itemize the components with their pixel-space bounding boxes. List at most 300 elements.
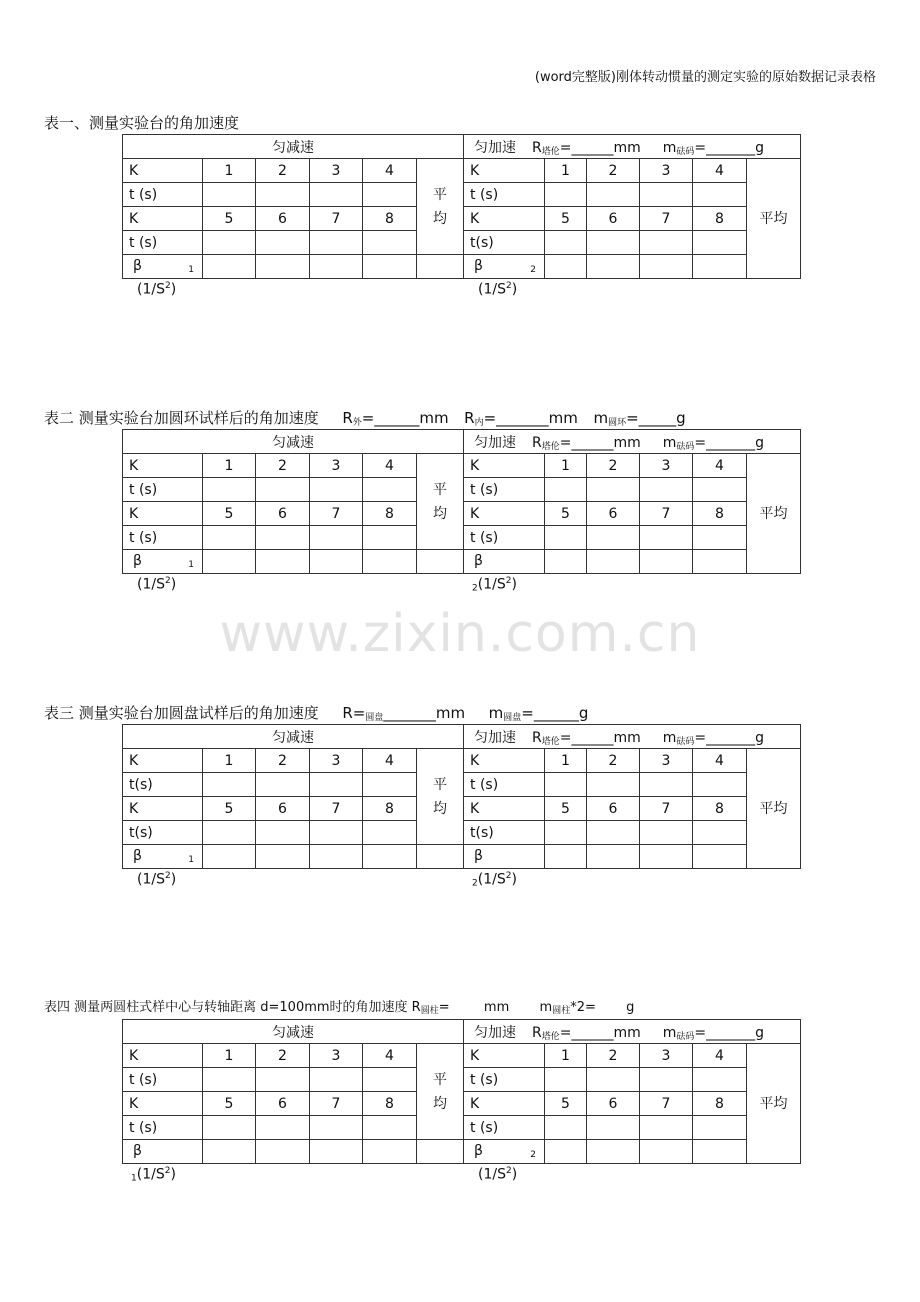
- avg-char-1: 平: [433, 481, 447, 498]
- m-weight-value: =_______g: [694, 434, 765, 451]
- m-ring-label: m: [593, 409, 609, 427]
- m-weight-value: =_______g: [694, 729, 765, 746]
- beta1-value-cell: [363, 550, 417, 574]
- beta1-value-cell: [203, 1140, 256, 1164]
- beta1-label-cell: [123, 255, 203, 298]
- beta2-value-cell: [545, 255, 587, 279]
- beta-symbol: β: [133, 553, 142, 569]
- beta2-value-cell: [587, 550, 640, 574]
- r-tower-value: =______mm: [559, 139, 641, 156]
- table3-section: [44, 702, 864, 889]
- k-number: 1: [545, 749, 587, 773]
- avg-char-2: 均: [433, 1095, 447, 1112]
- m-ring-value: =_____g: [626, 409, 686, 427]
- k-label: K: [464, 454, 545, 478]
- k-label: K: [123, 1044, 203, 1068]
- k-number: 6: [587, 1092, 640, 1116]
- table2-container: [44, 429, 864, 594]
- beta-exp: 2: [505, 576, 512, 586]
- beta2-value-cell: [587, 845, 640, 869]
- time-value-cell: [203, 821, 256, 845]
- time-value-cell: [587, 231, 640, 255]
- time-value-cell: [545, 478, 587, 502]
- k-number: 6: [256, 502, 310, 526]
- m-weight-sub: 砝码: [676, 441, 695, 452]
- avg-label: 平均: [759, 505, 788, 522]
- k-number: 6: [256, 1092, 310, 1116]
- beta1-value-cell: [417, 550, 464, 574]
- beta2-value-cell: [545, 1140, 587, 1164]
- table1-container: [44, 134, 864, 298]
- beta1-value-cell: [256, 845, 310, 869]
- k-label: K: [123, 454, 203, 478]
- k-number: 2: [256, 454, 310, 478]
- beta-exp: 2: [505, 871, 512, 881]
- k-label: K: [464, 502, 545, 526]
- beta-unit: (1/S: [477, 576, 506, 593]
- table1-section: [44, 112, 864, 298]
- beta-unit: (1/S: [478, 1166, 506, 1183]
- time-value-cell: [256, 821, 310, 845]
- time-value-cell: [545, 773, 587, 797]
- table4-title: 表四 测量两圆柱式样中心与转轴距离 d=100mm时的角加速度 R: [44, 1000, 421, 1015]
- t-label: t (s): [123, 231, 203, 255]
- beta1-value-cell: [256, 1140, 310, 1164]
- r-tower-value: =______mm: [559, 1024, 641, 1041]
- time-value-cell: [310, 478, 363, 502]
- m-disk-label: m: [488, 704, 504, 722]
- time-value-cell: [256, 231, 310, 255]
- time-value-cell: [693, 478, 747, 502]
- decel-header: 匀减速: [123, 1020, 464, 1044]
- k-number: 4: [693, 749, 747, 773]
- time-value-cell: [545, 526, 587, 550]
- time-value-cell: [256, 1068, 310, 1092]
- decel-header: 匀减速: [123, 430, 464, 454]
- time-value-cell: [640, 478, 693, 502]
- table4-caption: [44, 997, 864, 1019]
- accel-average-cell: [747, 454, 801, 574]
- decel-average-cell: [417, 749, 464, 845]
- k-number: 3: [310, 1044, 363, 1068]
- r-disk-sub: 圆盘: [365, 713, 384, 723]
- k-number: 6: [256, 207, 310, 231]
- beta1-value-cell: [310, 1140, 363, 1164]
- time-value-cell: [256, 183, 310, 207]
- beta-unit: (1/S: [136, 1166, 165, 1183]
- k-number: 7: [640, 207, 693, 231]
- avg-char-2: 均: [433, 505, 447, 522]
- k-number: 7: [640, 797, 693, 821]
- m-weight-value: =_______g: [694, 1024, 765, 1041]
- data-table-2: [122, 429, 801, 594]
- beta1-label-cell: [123, 845, 203, 888]
- beta2-value-cell: [587, 255, 640, 279]
- beta2-value-cell: [640, 845, 693, 869]
- beta-symbol: β: [474, 258, 483, 274]
- k-number: 2: [256, 1044, 310, 1068]
- time-value-cell: [587, 1068, 640, 1092]
- decel-header: 匀减速: [123, 135, 464, 159]
- k-label: K: [123, 1092, 203, 1116]
- r-inner-label: R: [464, 409, 475, 427]
- k-number: 4: [363, 454, 417, 478]
- accel-header: [464, 725, 801, 749]
- time-value-cell: [203, 526, 256, 550]
- beta-unit-line: [478, 1166, 517, 1183]
- avg-char-2: 均: [433, 210, 447, 227]
- k-number: 5: [545, 502, 587, 526]
- beta2-value-cell: [693, 845, 747, 869]
- beta2-label-cell: [464, 1140, 545, 1183]
- r-tower-sub: 塔伦: [541, 736, 560, 747]
- beta-subscript: 2: [472, 583, 478, 594]
- k-number: 4: [693, 159, 747, 183]
- k-number: 5: [545, 207, 587, 231]
- table1-caption: 表一、测量实验台的角加速度: [44, 114, 240, 132]
- beta-unit: (1/S: [137, 281, 165, 298]
- t-label: t (s): [464, 183, 545, 207]
- beta-subscript: 2: [530, 265, 536, 275]
- beta-symbol: β: [474, 1143, 483, 1159]
- beta1-value-cell: [417, 1140, 464, 1164]
- time-value-cell: [256, 1116, 310, 1140]
- t-label: t(s): [123, 821, 203, 845]
- beta1-label-cell: [123, 1140, 203, 1184]
- beta-exp: 2: [164, 1166, 171, 1176]
- k-number: 6: [587, 207, 640, 231]
- time-value-cell: [640, 231, 693, 255]
- time-value-cell: [587, 821, 640, 845]
- beta-unit-line: [137, 871, 176, 888]
- time-value-cell: [693, 231, 747, 255]
- k-number: 7: [310, 797, 363, 821]
- k-number: 7: [310, 207, 363, 231]
- table2-caption: [44, 407, 864, 429]
- decel-average-cell: [417, 1044, 464, 1140]
- data-table-3: [122, 724, 801, 889]
- beta1-value-cell: [203, 255, 256, 279]
- table3-container: [44, 724, 864, 889]
- table4-section: [44, 997, 864, 1184]
- k-number: 7: [310, 1092, 363, 1116]
- r-cyl-eq: =: [438, 1000, 450, 1015]
- k-number: 1: [203, 159, 256, 183]
- k-label: K: [464, 749, 545, 773]
- beta-subscript: 1: [188, 265, 194, 275]
- k-number: 8: [693, 797, 747, 821]
- beta-symbol: β: [133, 1143, 142, 1159]
- time-value-cell: [363, 478, 417, 502]
- time-value-cell: [587, 183, 640, 207]
- time-value-cell: [640, 526, 693, 550]
- time-value-cell: [363, 231, 417, 255]
- k-number: 8: [363, 207, 417, 231]
- beta1-value-cell: [203, 845, 256, 869]
- beta-close: ): [511, 281, 518, 298]
- r-cyl-sub: 圆柱: [420, 1006, 439, 1016]
- accel-average-cell: [747, 1044, 801, 1164]
- r-cyl-unit: mm: [483, 1000, 510, 1015]
- k-number: 3: [640, 1044, 693, 1068]
- m-disk-value: =______g: [521, 704, 589, 722]
- m-weight-label: m: [662, 434, 677, 451]
- beta-exp: 2: [164, 871, 171, 881]
- beta2-label-cell: [464, 845, 545, 889]
- r-disk-label: R=: [342, 704, 366, 722]
- beta2-value-cell: [587, 1140, 640, 1164]
- beta-unit-line: [472, 871, 517, 889]
- time-value-cell: [363, 1116, 417, 1140]
- avg-label: 平均: [759, 1095, 788, 1112]
- r-tower-value: =______mm: [559, 434, 641, 451]
- beta-symbol: β: [474, 553, 483, 569]
- k-number: 8: [363, 797, 417, 821]
- r-outer-label: R: [342, 409, 353, 427]
- k-number: 8: [693, 502, 747, 526]
- k-number: 3: [640, 159, 693, 183]
- k-label: K: [123, 502, 203, 526]
- t-label: t (s): [123, 478, 203, 502]
- beta1-value-cell: [417, 845, 464, 869]
- beta-exp: 2: [164, 576, 171, 586]
- beta1-value-cell: [256, 255, 310, 279]
- k-number: 4: [363, 1044, 417, 1068]
- time-value-cell: [693, 526, 747, 550]
- beta2-label-cell: [464, 550, 545, 594]
- k-number: 7: [310, 502, 363, 526]
- k-label: K: [464, 1092, 545, 1116]
- k-label: K: [464, 207, 545, 231]
- k-number: 2: [587, 454, 640, 478]
- k-number: 7: [640, 502, 693, 526]
- m-cyl-label: m: [539, 1000, 553, 1015]
- k-number: 2: [256, 159, 310, 183]
- decel-average-cell: [417, 454, 464, 550]
- table3-caption: [44, 702, 864, 724]
- beta-close: ): [170, 1166, 176, 1183]
- table2-section: [44, 407, 864, 594]
- beta-close: ): [170, 281, 177, 298]
- k-number: 6: [587, 502, 640, 526]
- k-number: 1: [203, 749, 256, 773]
- beta2-value-cell: [545, 550, 587, 574]
- time-value-cell: [310, 1068, 363, 1092]
- m-weight-sub: 砝码: [676, 146, 695, 157]
- beta-close: ): [511, 871, 517, 888]
- beta-close: ): [511, 576, 517, 593]
- time-value-cell: [693, 183, 747, 207]
- beta-exp: 2: [164, 281, 171, 291]
- beta1-value-cell: [417, 255, 464, 279]
- time-value-cell: [545, 1068, 587, 1092]
- avg-char-2: 均: [433, 800, 447, 817]
- time-value-cell: [693, 773, 747, 797]
- beta-unit-line: [137, 281, 176, 298]
- time-value-cell: [545, 231, 587, 255]
- k-number: 3: [640, 749, 693, 773]
- beta-subscript: 1: [188, 855, 194, 865]
- beta-unit-line: [478, 281, 517, 298]
- beta1-value-cell: [203, 550, 256, 574]
- k-label: K: [123, 159, 203, 183]
- accel-label: 匀加速: [474, 1024, 516, 1041]
- time-value-cell: [310, 1116, 363, 1140]
- time-value-cell: [640, 1116, 693, 1140]
- accel-header: [464, 1020, 801, 1044]
- time-value-cell: [545, 821, 587, 845]
- k-number: 4: [693, 1044, 747, 1068]
- k-number: 1: [203, 1044, 256, 1068]
- t-label: t (s): [123, 526, 203, 550]
- beta2-label-cell: [464, 255, 545, 298]
- beta1-value-cell: [310, 255, 363, 279]
- k-label: K: [123, 797, 203, 821]
- k-number: 7: [640, 1092, 693, 1116]
- r-tower-sub: 塔伦: [541, 1031, 560, 1042]
- beta-symbol: β: [133, 848, 142, 864]
- k-number: 1: [545, 1044, 587, 1068]
- beta-subscript: 2: [472, 878, 478, 889]
- accel-average-cell: [747, 749, 801, 869]
- k-number: 5: [545, 1092, 587, 1116]
- beta2-value-cell: [693, 255, 747, 279]
- time-value-cell: [693, 821, 747, 845]
- t-label: t(s): [464, 821, 545, 845]
- time-value-cell: [363, 183, 417, 207]
- k-number: 8: [363, 1092, 417, 1116]
- r-tower-label: R: [532, 434, 542, 451]
- table3-title: 表三 测量实验台加圆盘试样后的角加速度: [44, 704, 319, 722]
- time-value-cell: [256, 526, 310, 550]
- time-value-cell: [203, 1068, 256, 1092]
- document-header: (word完整版)刚体转动惯量的测定实验的原始数据记录表格: [534, 70, 876, 85]
- k-number: 2: [587, 1044, 640, 1068]
- time-value-cell: [693, 1068, 747, 1092]
- k-number: 2: [587, 749, 640, 773]
- avg-char-1: 平: [433, 186, 447, 203]
- beta-unit-line: [472, 576, 517, 594]
- r-disk-value: _______mm: [383, 704, 466, 722]
- k-number: 5: [203, 502, 256, 526]
- k-label: K: [464, 159, 545, 183]
- r-tower-value: =______mm: [559, 729, 641, 746]
- m-weight-sub: 砝码: [676, 1031, 695, 1042]
- beta1-value-cell: [256, 550, 310, 574]
- avg-char-1: 平: [433, 1071, 447, 1088]
- k-label: K: [464, 797, 545, 821]
- r-outer-sub: 外: [352, 418, 362, 428]
- t-label: t (s): [123, 1068, 203, 1092]
- beta-exp: 2: [505, 1166, 512, 1176]
- data-table-1: [122, 134, 801, 298]
- beta-symbol: β: [133, 258, 142, 274]
- m-weight-sub: 砝码: [676, 736, 695, 747]
- k-number: 3: [310, 159, 363, 183]
- time-value-cell: [310, 183, 363, 207]
- k-number: 2: [256, 749, 310, 773]
- beta-unit: (1/S: [137, 871, 165, 888]
- t-label: t(s): [464, 231, 545, 255]
- k-number: 3: [310, 749, 363, 773]
- watermark: www.zixin.com.cn: [219, 604, 701, 664]
- m-cyl-eq: *2=: [570, 1000, 596, 1015]
- beta-subscript: 2: [530, 1150, 536, 1160]
- r-tower-label: R: [532, 729, 542, 746]
- time-value-cell: [640, 821, 693, 845]
- m-ring-sub: 圆环: [608, 418, 627, 428]
- beta-subscript: 1: [131, 1173, 137, 1184]
- k-number: 1: [545, 159, 587, 183]
- beta-unit-line: [137, 576, 176, 593]
- time-value-cell: [587, 773, 640, 797]
- time-value-cell: [256, 478, 310, 502]
- accel-header: [464, 135, 801, 159]
- r-tower-sub: 塔伦: [541, 441, 560, 452]
- time-value-cell: [203, 183, 256, 207]
- m-weight-label: m: [662, 729, 677, 746]
- time-value-cell: [363, 1068, 417, 1092]
- time-value-cell: [310, 821, 363, 845]
- avg-char-1: 平: [433, 776, 447, 793]
- m-cyl-sub: 圆柱: [552, 1006, 571, 1016]
- t-label: t (s): [123, 183, 203, 207]
- time-value-cell: [310, 773, 363, 797]
- table2-title: 表二 测量实验台加圆环试样后的角加速度: [44, 409, 319, 427]
- k-number: 4: [363, 159, 417, 183]
- k-number: 5: [203, 797, 256, 821]
- m-weight-label: m: [662, 1024, 677, 1041]
- time-value-cell: [363, 773, 417, 797]
- beta-symbol: β: [474, 848, 483, 864]
- t-label: t (s): [464, 478, 545, 502]
- beta2-value-cell: [693, 1140, 747, 1164]
- k-number: 6: [587, 797, 640, 821]
- m-cyl-unit: g: [626, 1000, 635, 1015]
- time-value-cell: [310, 231, 363, 255]
- time-value-cell: [640, 773, 693, 797]
- beta2-value-cell: [693, 550, 747, 574]
- r-outer-value: =______mm: [361, 409, 449, 427]
- accel-label: 匀加速: [474, 729, 516, 746]
- decel-average-cell: [417, 159, 464, 255]
- beta1-label-cell: [123, 550, 203, 593]
- beta2-value-cell: [545, 845, 587, 869]
- beta-unit-line: [131, 1166, 176, 1184]
- time-value-cell: [363, 821, 417, 845]
- time-value-cell: [256, 773, 310, 797]
- accel-label: 匀加速: [474, 139, 516, 156]
- accel-header: [464, 430, 801, 454]
- beta-unit: (1/S: [477, 871, 506, 888]
- k-number: 3: [310, 454, 363, 478]
- time-value-cell: [363, 526, 417, 550]
- m-weight-label: m: [662, 139, 677, 156]
- time-value-cell: [203, 478, 256, 502]
- beta-close: ): [170, 576, 177, 593]
- beta1-value-cell: [363, 845, 417, 869]
- t-label: t(s): [123, 773, 203, 797]
- r-tower-label: R: [532, 139, 542, 156]
- time-value-cell: [587, 526, 640, 550]
- beta1-value-cell: [310, 550, 363, 574]
- beta-close: ): [170, 871, 177, 888]
- avg-label: 平均: [759, 210, 788, 227]
- k-number: 8: [693, 1092, 747, 1116]
- time-value-cell: [203, 1116, 256, 1140]
- avg-label: 平均: [759, 800, 788, 817]
- beta-unit: (1/S: [478, 281, 506, 298]
